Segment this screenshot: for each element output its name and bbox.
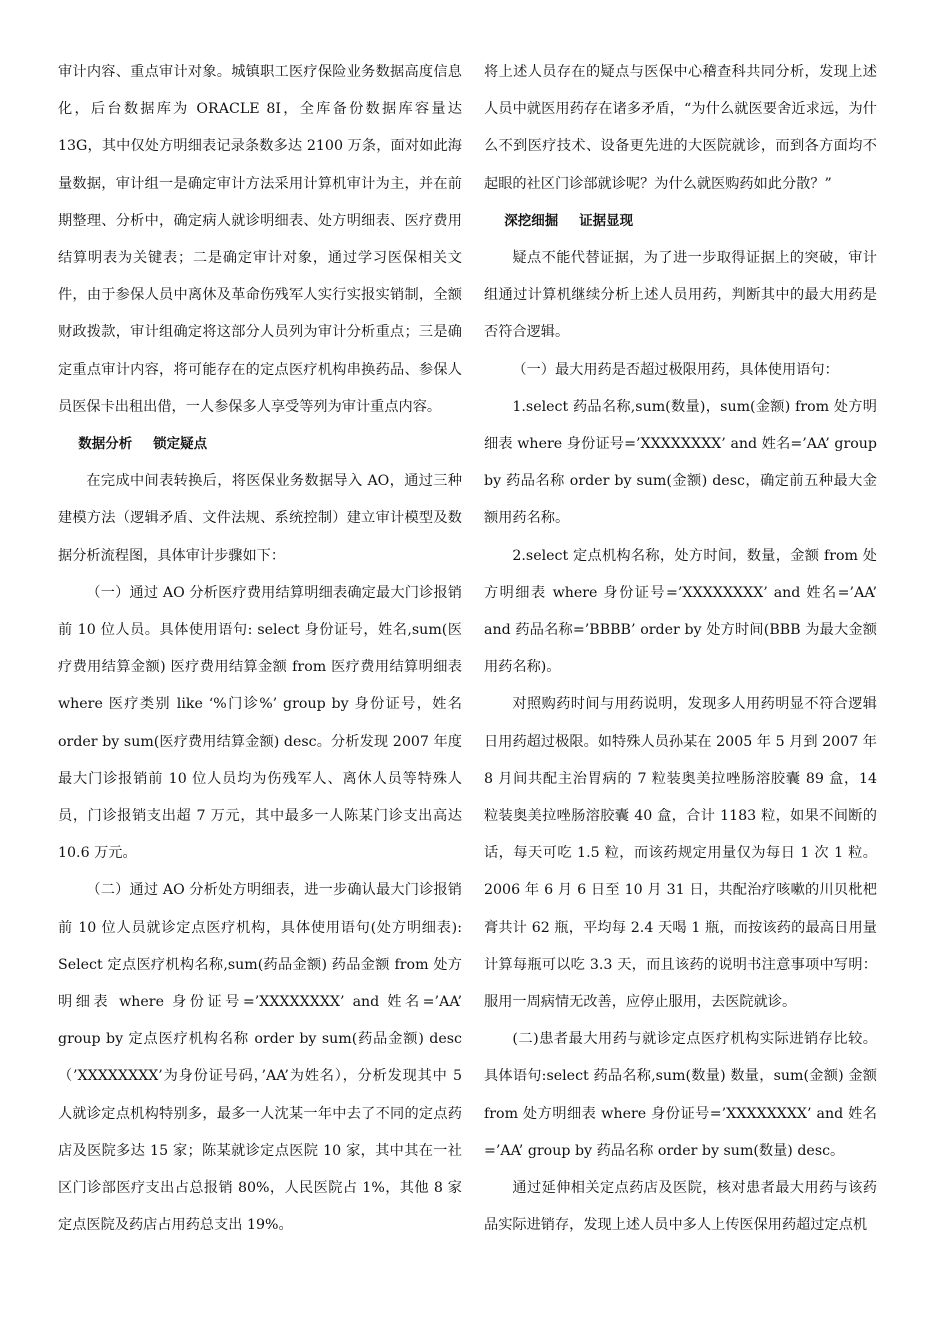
section-heading: 数据分析 锁定疑点	[78, 436, 208, 453]
paragraph: (二)患者最大用药与就诊定点医疗机构实际进销存比较。具体语句:select 药品名称,sum(数量) 数量，sum(金额) 金额 from 处方明细表 where 身份证号=’XXXXXXXX’ and 姓名=’AA’ group by 药品名称 order by sum(数量) desc。	[484, 1031, 877, 1159]
paragraph: 通过延伸相关定点药店及医院，核对患者最大用药与该药品实际进销存，发现上述人员中多人上传医保用药超过定点机	[484, 1180, 877, 1234]
paragraph: （一）通过 AO 分析医疗费用结算明细表确定最大门诊报销前 10 位人员。具体使用语句: select 身份证号，姓名,sum(医疗费用结算金额) 医疗费用结算金额 from 医疗费用结算明细表 where 医疗类别 like ‘%门诊%’ group by 身份证号，姓名 order by sum(医疗费用结算金额) desc。分析发现 2007 年度最大门诊报销前 10 位人员均为伤残军人、离休人员等特殊人员，门诊报销支出超 7 万元，其中最多一人陈某门诊支出高达 10.6 万元。	[58, 584, 462, 862]
paragraph: 疑点不能代替证据，为了进一步取得证据上的突破，审计组通过计算机继续分析上述人员用药，判断其中的最大用药是否符合逻辑。	[484, 250, 877, 341]
paragraph: 审计内容、重点审计对象。城镇职工医疗保险业务数据高度信息化，后台数据库为 ORACLE 8I，全库备份数据库容量达 13G，其中仅处方明细表记录条数多达 2100 万条，面对如此海量数据，审计组一是确定审计方法采用计算机审计为主，并在前期整理、分析中，确定病人就诊明细表、处方明细表、医疗费用结算明表为关键表；二是确定审计对象，通过学习医保相关文件，由于参保人员中离休及革命伤残军人实行实报实销制，全额财政拨款，审计组确定将这部分人员列为审计分析重点；三是确定重点审计内容，将可能存在的定点医疗机构串换药品、参保人员医保卡出租出借，一人参保多人享受等列为审计重点内容。	[58, 64, 462, 415]
section-heading: 深挖细掘 证据显现	[504, 212, 634, 229]
left-column	[58, 54, 462, 1245]
paragraph: 在完成中间表转换后，将医保业务数据导入 AO，通过三种建模方法（逻辑矛盾、文件法规、系统控制）建立审计模型及数据分析流程图，具体审计步骤如下：	[58, 473, 462, 564]
right-column	[484, 54, 877, 1245]
paragraph: （二）通过 AO 分析处方明细表，进一步确认最大门诊报销前 10 位人员就诊定点医疗机构，具体使用语句(处方明细表): Select 定点医疗机构名称,sum(药品金额) 药品金额 from 处方明细表 where 身份证号=’XXXXXXXX’ and 姓名=’AA’ group by 定点医疗机构名称 order by sum(药品金额) desc（’XXXXXXXX’为身份证号码，’AA’为姓名），分析发现其中 5 人就诊定点机构特别多，最多一人沈某一年中去了不同的定点药店及医院多达 15 家；陈某就诊定点医院 10 家，其中其在一社区门诊部医疗支出占总报销 80%，人民医院占 1%，其他 8 家定点医院及药店占用药总支出 19%。	[58, 882, 462, 1234]
paragraph: 1.select 药品名称,sum(数量)，sum(金额) from 处方明细表 where 身份证号=’XXXXXXXX’ and 姓名=’AA’ group by 药品名称 order by sum(金额) desc，确定前五种最大金额用药名称。	[484, 398, 877, 527]
paragraph: 2.select 定点机构名称，处方时间，数量，金额 from 处方明细表 where 身份证号=’XXXXXXXX’ and 姓名=’AA’ and 药品名称=’BBBB’ order by 处方时间(BBB 为最大金额用药名称)。	[484, 547, 877, 676]
paragraph: （一）最大用药是否超过极限用药，具体使用语句：	[512, 361, 839, 378]
paragraph: 对照购药时间与用药说明，发现多人用药明显不符合逻辑日用药超过极限。如特殊人员孙某在 2005 年 5 月到 2007 年 8 月间共配主治胃病的 7 粒装奥美拉唑肠溶胶囊 89 盒，14 粒装奥美拉唑肠溶胶囊 40 盒，合计 1183 粒，如果不间断的话，每天可吃 1.5 粒，而该药规定用量仅为每日 1 次 1 粒。2006 年 6 月 6 日至 10 月 31 日，共配治疗咳嗽的川贝枇杷膏共计 62 瓶，平均每 2.4 天喝 1 瓶，而按该药的最高日用量计算每瓶可以吃 3.3 天，而且该药的说明书注意事项中写明：服用一周病情无改善，应停止服用，去医院就诊。	[484, 696, 877, 1011]
paragraph: 将上述人员存在的疑点与医保中心稽查科共同分析，发现上述人员中就医用药存在诸多矛盾，“为什么就医要舍近求远，为什么不到医疗技术、设备更先进的大医院就诊，而到各方面均不起眼的社区门诊部就诊呢？为什么就医购药如此分散？”	[484, 64, 877, 192]
